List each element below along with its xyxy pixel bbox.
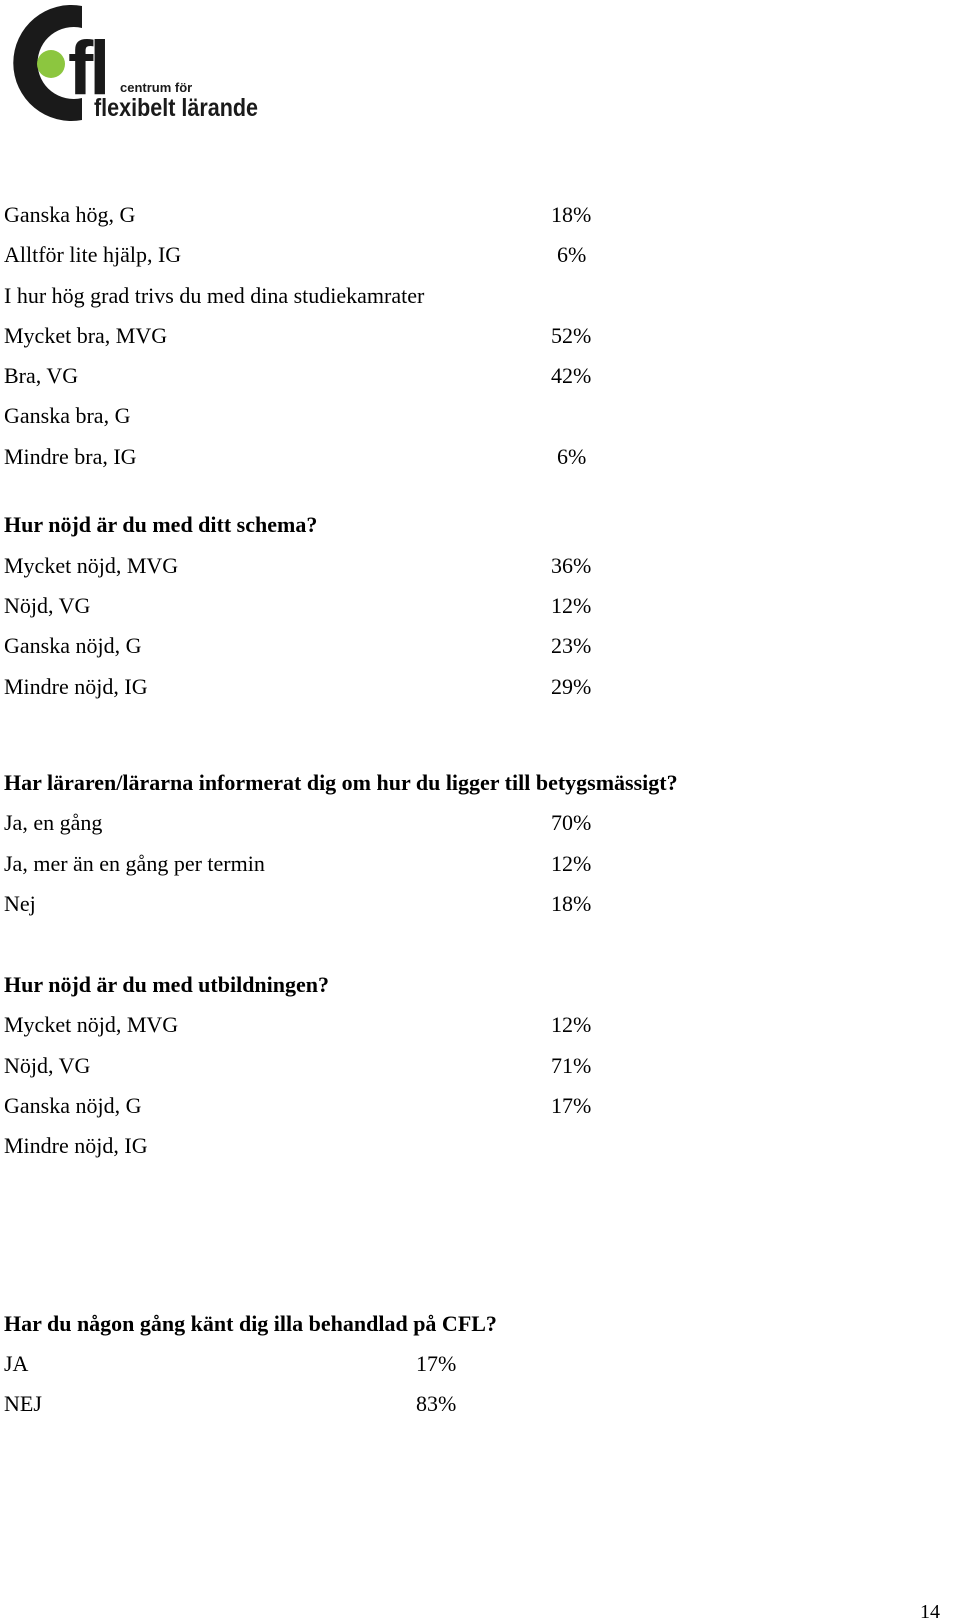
row-label: Mycket nöjd, MVG [4, 553, 179, 578]
row-value: 70% [551, 810, 592, 835]
row-label: Nej [4, 891, 36, 916]
row-label: Mycket bra, MVG [4, 323, 168, 348]
row-value: 83% [416, 1391, 457, 1416]
question-text: Hur nöjd är du med utbildningen? [4, 972, 330, 997]
row-value: 42% [551, 363, 592, 388]
row-ja [4, 1349, 904, 1379]
row-value: 12% [551, 1012, 592, 1037]
row-bra [4, 361, 904, 391]
logo-text-top: centrum för [120, 80, 193, 95]
row-mycket-bra [4, 321, 904, 351]
row-value: 6% [557, 242, 587, 267]
row-value: 12% [551, 593, 592, 618]
row-label: Mindre bra, IG [4, 444, 137, 469]
row-value: 18% [551, 202, 592, 227]
logo-green-dot [37, 50, 65, 78]
row-mindre-bra [4, 442, 904, 472]
row-label: Ja, en gång [4, 810, 103, 835]
row-label: Ganska bra, G [4, 403, 131, 428]
row-value: 12% [551, 851, 592, 876]
row-value: 18% [551, 891, 592, 916]
row-utb-mindre-nojd [4, 1131, 904, 1161]
row-nej [4, 889, 904, 919]
question-illa-behandlad [4, 1309, 904, 1339]
question-utbildningen [4, 970, 904, 1000]
row-schema-mycket-nojd [4, 551, 904, 581]
row-utb-mycket-nojd [4, 1010, 904, 1040]
row-ganska-hog [4, 200, 904, 230]
row-value: 17% [416, 1351, 457, 1376]
row-ja-en-gang [4, 808, 904, 838]
row-utb-ganska-nojd [4, 1091, 904, 1121]
question-text: Har du någon gång känt dig illa behandlad på CFL? [4, 1311, 497, 1336]
row-label: Ganska nöjd, G [4, 633, 142, 658]
question-studiekamrater [4, 281, 904, 311]
row-label: Alltför lite hjälp, IG [4, 242, 182, 267]
row-label: Mindre nöjd, IG [4, 1133, 148, 1158]
question-schema [4, 510, 904, 540]
row-value: 6% [557, 444, 587, 469]
row-ganska-bra [4, 401, 904, 431]
row-nej-cfl [4, 1389, 904, 1419]
row-label: Mindre nöjd, IG [4, 674, 148, 699]
row-alltfor-lite [4, 240, 904, 270]
row-value: 36% [551, 553, 592, 578]
question-betyg [4, 768, 904, 798]
logo-text-bottom: flexibelt lärande [94, 94, 259, 122]
row-label: Ja, mer än en gång per termin [4, 851, 265, 876]
row-value: 17% [551, 1093, 592, 1118]
row-value: 23% [551, 633, 592, 658]
page-number: 14 [920, 1601, 940, 1623]
row-label: Nöjd, VG [4, 1053, 91, 1078]
row-value: 71% [551, 1053, 592, 1078]
row-schema-nojd [4, 591, 904, 621]
row-utb-nojd [4, 1051, 904, 1081]
row-schema-mindre-nojd [4, 672, 904, 702]
row-label: Bra, VG [4, 363, 79, 388]
question-text: I hur hög grad trivs du med dina studiekamrater [4, 283, 425, 308]
row-value: 52% [551, 323, 592, 348]
question-text: Har läraren/lärarna informerat dig om hur du ligger till betygsmässigt? [4, 770, 678, 795]
row-value: 29% [551, 674, 592, 699]
row-label: NEJ [4, 1391, 42, 1416]
row-label: Nöjd, VG [4, 593, 91, 618]
row-label: Ganska nöjd, G [4, 1093, 142, 1118]
logo-fl-text: fl [68, 26, 107, 111]
row-schema-ganska-nojd [4, 631, 904, 661]
row-ja-mer-an-en-gang [4, 849, 904, 879]
cfl-logo [2, 2, 264, 124]
row-label: JA [4, 1351, 29, 1376]
row-label: Ganska hög, G [4, 202, 136, 227]
row-label: Mycket nöjd, MVG [4, 1012, 179, 1037]
question-text: Hur nöjd är du med ditt schema? [4, 512, 318, 537]
